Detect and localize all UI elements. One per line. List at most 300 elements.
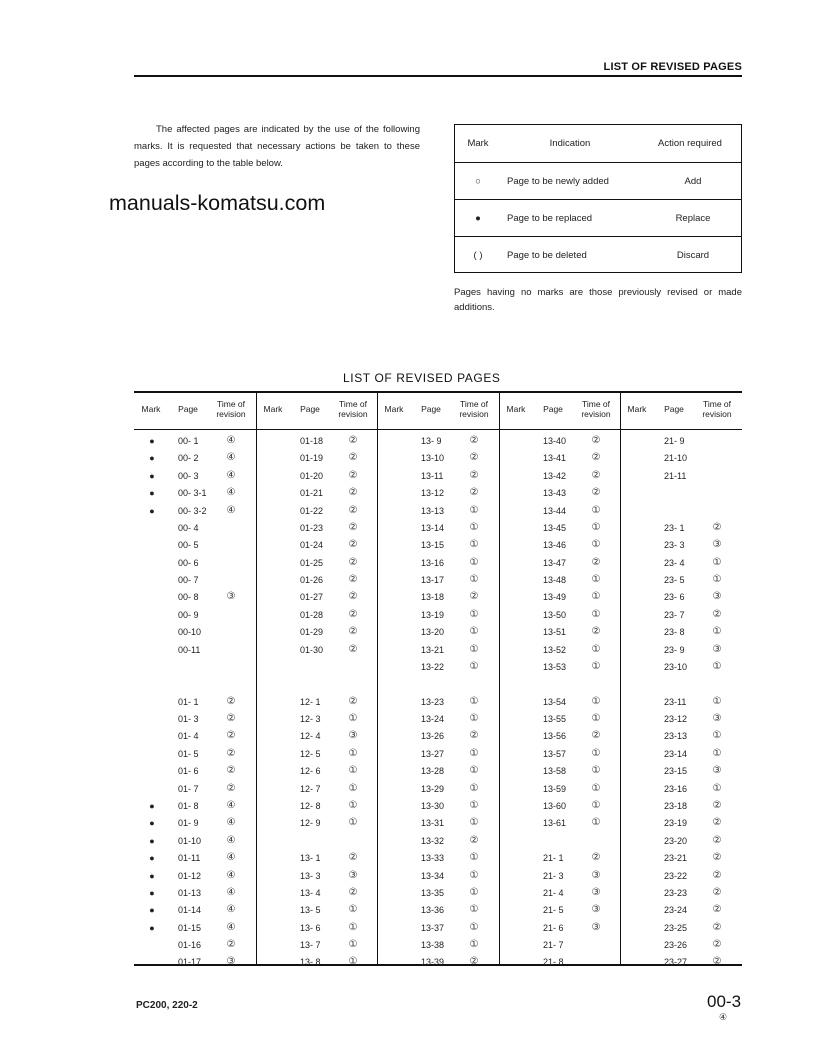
page-number: 13-17	[421, 575, 445, 585]
page-number: 01- 8	[178, 801, 199, 811]
page-number: 13-55	[543, 714, 567, 724]
page-number: 01-23	[300, 523, 324, 533]
page-number: 13-35	[421, 888, 445, 898]
revision-number: ②	[469, 470, 479, 481]
revision-number: ②	[591, 557, 601, 568]
page-number: 01- 4	[178, 731, 199, 741]
column-group-divider	[499, 392, 500, 964]
page-number: 01-28	[300, 610, 324, 620]
revision-number: ②	[591, 435, 601, 446]
revision-number: ②	[348, 574, 358, 585]
replace-mark-icon: ●	[149, 471, 155, 481]
page-number: 01-24	[300, 540, 324, 550]
revision-number: ①	[591, 748, 601, 759]
revision-number: ①	[469, 765, 479, 776]
page-number: 21- 7	[543, 940, 564, 950]
page-number: 23- 6	[664, 592, 685, 602]
header-time-of: Time of	[702, 399, 732, 409]
page-number: 13-23	[421, 697, 445, 707]
revision-number: ①	[348, 783, 358, 794]
revision-number: ②	[469, 591, 479, 602]
page-header-title: LIST OF REVISED PAGES	[603, 61, 742, 73]
revision-number: ①	[591, 644, 601, 655]
page-number: 13- 8	[300, 957, 321, 967]
page-number: 13-37	[421, 923, 445, 933]
revision-number: ②	[348, 591, 358, 602]
page-number: 13-10	[421, 453, 445, 463]
page-number: 13-12	[421, 488, 445, 498]
legend-row-discard	[455, 236, 741, 274]
page-number: 00- 5	[178, 540, 199, 550]
page-number: 01- 3	[178, 714, 199, 724]
revision-number: ①	[469, 539, 479, 550]
revision-number: ①	[712, 730, 722, 741]
revision-number: ②	[348, 626, 358, 637]
page-number: 13- 5	[300, 905, 321, 915]
page-number: 01-30	[300, 645, 324, 655]
page-number: 23-27	[664, 957, 688, 967]
replace-mark-icon: ●	[149, 506, 155, 516]
page-number: 23- 1	[664, 523, 685, 533]
revision-number: ①	[469, 522, 479, 533]
page-number: 01-11	[178, 853, 201, 863]
page-number: 13- 9	[421, 436, 442, 446]
revision-number: ①	[348, 956, 358, 967]
revision-number: ①	[348, 922, 358, 933]
revision-number: ①	[712, 626, 722, 637]
page-number: 00-10	[178, 627, 202, 637]
legend-indication: Page to be newly added	[507, 176, 609, 187]
revision-number: ②	[712, 817, 722, 828]
page-number: 13-13	[421, 506, 445, 516]
header-page: Page	[300, 404, 320, 414]
replace-mark-icon: ●	[149, 818, 155, 828]
header-time-of: Time of	[459, 399, 489, 409]
replace-mark-icon: ●	[149, 836, 155, 846]
page-number: 01-10	[178, 836, 202, 846]
table-header-rule	[134, 429, 742, 430]
revision-number: ②	[712, 956, 722, 967]
page-number: 13- 4	[300, 888, 321, 898]
page-number: 13-32	[421, 836, 445, 846]
page-number: 13-44	[543, 506, 567, 516]
revision-number: ④	[226, 870, 236, 881]
page-number: 13-52	[543, 645, 567, 655]
revision-number: ①	[469, 870, 479, 881]
revision-number: ②	[226, 713, 236, 724]
page-number: 23-23	[664, 888, 688, 898]
revision-number: ③	[591, 887, 601, 898]
revision-number: ②	[226, 939, 236, 950]
page-number: 00- 3-2	[178, 506, 207, 516]
revision-number: ①	[348, 939, 358, 950]
page-number: 01- 1	[178, 697, 199, 707]
page-number: 21- 3	[543, 871, 564, 881]
revision-number: ②	[348, 557, 358, 568]
revision-number: ③	[591, 870, 601, 881]
page-number: 23-20	[664, 836, 688, 846]
revision-number: ②	[348, 609, 358, 620]
page-number: 23- 4	[664, 558, 685, 568]
page-number: 13-34	[421, 871, 445, 881]
page-number: 13-27	[421, 749, 445, 759]
page-number: 13-60	[543, 801, 567, 811]
revision-number: ①	[348, 765, 358, 776]
page-number: 21- 6	[543, 923, 564, 933]
page-number: 23-26	[664, 940, 688, 950]
revision-number: ④	[226, 835, 236, 846]
legend-header-row	[455, 125, 741, 162]
revision-number: ①	[591, 539, 601, 550]
revision-number: ②	[469, 435, 479, 446]
page-number: 01-26	[300, 575, 324, 585]
page-number: 13-26	[421, 731, 445, 741]
revision-number: ①	[591, 783, 601, 794]
replace-mark-icon: ●	[149, 905, 155, 915]
revision-number: ③	[712, 765, 722, 776]
revision-number: ①	[469, 574, 479, 585]
header-time-of: Time of	[216, 399, 246, 409]
header-page: Page	[664, 404, 684, 414]
revision-number: ②	[712, 522, 722, 533]
parentheses-icon: ( )	[473, 250, 483, 261]
page-number: 13-36	[421, 905, 445, 915]
page-number: 01-20	[300, 471, 324, 481]
page-number: 01-21	[300, 488, 324, 498]
page-number: 13-43	[543, 488, 567, 498]
page-number: 23-19	[664, 818, 688, 828]
page-number: 13-30	[421, 801, 445, 811]
revision-number: ②	[348, 435, 358, 446]
header-revision: revision	[581, 409, 611, 419]
revision-number: ①	[469, 609, 479, 620]
revision-number: ①	[591, 817, 601, 828]
revision-number: ④	[226, 904, 236, 915]
revision-number: ②	[348, 505, 358, 516]
revision-number: ①	[712, 696, 722, 707]
revision-number: ④	[226, 452, 236, 463]
page-number: 13-39	[421, 957, 445, 967]
revision-number: ②	[469, 835, 479, 846]
page-number: 01- 9	[178, 818, 199, 828]
legend-row-add	[455, 162, 741, 200]
page-number: 21- 9	[664, 436, 685, 446]
page-number: 23-12	[664, 714, 688, 724]
page-number: 00- 2	[178, 453, 199, 463]
page-number: 13-16	[421, 558, 445, 568]
revision-number: ②	[226, 730, 236, 741]
watermark: manuals-komatsu.com	[109, 191, 326, 215]
legend-action: Add	[684, 176, 702, 187]
page-number: 01-14	[178, 905, 202, 915]
page-number: 13-56	[543, 731, 567, 741]
revision-number: ①	[469, 922, 479, 933]
page-number: 01-13	[178, 888, 202, 898]
legend-row-replace	[455, 199, 741, 237]
page-number: 12- 3	[300, 714, 321, 724]
page-number: 01-25	[300, 558, 324, 568]
page-number: 13-15	[421, 540, 445, 550]
revision-number: ④	[226, 922, 236, 933]
page-number: 00-11	[178, 645, 201, 655]
revision-number: ①	[348, 748, 358, 759]
page-number: 00- 7	[178, 575, 199, 585]
revision-number: ③	[712, 591, 722, 602]
revision-number: ②	[591, 730, 601, 741]
revision-number: ②	[712, 922, 722, 933]
replace-mark-icon: ●	[149, 453, 155, 463]
revision-number: ①	[591, 522, 601, 533]
legend-note: Pages having no marks are those previously revised or made additions.	[454, 287, 742, 313]
page-number: 01-29	[300, 627, 324, 637]
revision-number: ②	[348, 887, 358, 898]
page-number: 23-10	[664, 662, 688, 672]
footer-page-number: 00-3	[707, 992, 742, 1011]
page-number: 13-58	[543, 766, 567, 776]
revision-number: ④	[226, 800, 236, 811]
page-number: 21-11	[664, 471, 687, 481]
legend-action: Discard	[676, 250, 710, 261]
revision-number: ②	[712, 887, 722, 898]
revision-number: ①	[469, 783, 479, 794]
revision-number: ①	[469, 713, 479, 724]
revision-number: ②	[712, 800, 722, 811]
page-number: 12- 5	[300, 749, 321, 759]
page-number: 00- 3	[178, 471, 199, 481]
page-number: 23- 9	[664, 645, 685, 655]
revision-number: ②	[226, 748, 236, 759]
page-number: 13-14	[421, 523, 445, 533]
header-revision: revision	[338, 409, 368, 419]
header-revision: revision	[702, 409, 732, 419]
revision-number: ②	[591, 852, 601, 863]
page-number: 12- 9	[300, 818, 321, 828]
legend-header-action: Action required	[658, 138, 722, 149]
revision-number: ③	[591, 922, 601, 933]
revision-number: ②	[712, 870, 722, 881]
legend-indication: Page to be deleted	[507, 250, 587, 261]
page-number: 00- 8	[178, 592, 199, 602]
page-number: 23- 8	[664, 627, 685, 637]
revision-number: ①	[712, 574, 722, 585]
page-number: 12- 1	[300, 697, 321, 707]
page-number: 13- 1	[300, 853, 321, 863]
revision-number: ①	[712, 661, 722, 672]
page-number: 01- 5	[178, 749, 199, 759]
revision-number: ②	[591, 487, 601, 498]
page-number: 12- 8	[300, 801, 321, 811]
revision-number: ①	[348, 904, 358, 915]
revision-number: ②	[348, 539, 358, 550]
page-number: 13-49	[543, 592, 567, 602]
page-number: 13-51	[543, 627, 567, 637]
revision-number: ②	[226, 783, 236, 794]
revision-number: ①	[591, 696, 601, 707]
revision-number: ②	[348, 522, 358, 533]
page-number: 01-17	[178, 957, 202, 967]
page-number: 13-40	[543, 436, 567, 446]
revision-number: ②	[348, 696, 358, 707]
filled-circle-icon: ●	[475, 213, 481, 224]
page-number: 13-45	[543, 523, 567, 533]
revision-number: ①	[591, 661, 601, 672]
page-number: 23-18	[664, 801, 688, 811]
revision-number: ②	[469, 730, 479, 741]
page-number: 23-13	[664, 731, 688, 741]
revision-number: ①	[469, 852, 479, 863]
revision-number: ②	[712, 835, 722, 846]
page-number: 23-16	[664, 784, 688, 794]
revision-number: ③	[348, 870, 358, 881]
revision-number: ③	[348, 730, 358, 741]
page-number: 13-54	[543, 697, 567, 707]
page-number: 01- 7	[178, 784, 199, 794]
intro-paragraph	[134, 121, 420, 172]
replace-mark-icon: ●	[149, 871, 155, 881]
revision-number: ④	[226, 435, 236, 446]
page-number: 13-42	[543, 471, 567, 481]
revision-number: ②	[712, 939, 722, 950]
page-number: 21- 5	[543, 905, 564, 915]
revision-number: ①	[591, 609, 601, 620]
page-number: 13-21	[421, 645, 445, 655]
page-number: 01-19	[300, 453, 324, 463]
page-number: 13-33	[421, 853, 445, 863]
revision-number: ①	[469, 904, 479, 915]
page-number: 13-29	[421, 784, 445, 794]
page-number: 23-25	[664, 923, 688, 933]
revision-number: ②	[348, 852, 358, 863]
page-number: 13-57	[543, 749, 567, 759]
page-number: 13-48	[543, 575, 567, 585]
column-group-divider	[377, 392, 378, 964]
table-top-rule	[134, 391, 742, 393]
revision-number: ③	[712, 713, 722, 724]
header-mark: Mark	[263, 404, 283, 414]
revision-number: ①	[469, 748, 479, 759]
page-number: 13-38	[421, 940, 445, 950]
page-number: 23-14	[664, 749, 688, 759]
header-page: Page	[178, 404, 198, 414]
page-number: 13-28	[421, 766, 445, 776]
legend-header-indication: Indication	[549, 138, 591, 149]
header-mark: Mark	[506, 404, 526, 414]
revision-number: ③	[712, 644, 722, 655]
revision-number: ②	[348, 470, 358, 481]
page-number: 13-31	[421, 818, 445, 828]
page-number: 13-47	[543, 558, 567, 568]
page-number: 13-59	[543, 784, 567, 794]
revision-number: ②	[469, 487, 479, 498]
revision-number: ②	[348, 644, 358, 655]
page-number: 12- 7	[300, 784, 321, 794]
page-number: 01-27	[300, 592, 324, 602]
page-number: 23-22	[664, 871, 688, 881]
header-time-of: Time of	[338, 399, 368, 409]
revision-number: ①	[469, 817, 479, 828]
page-number: 13-22	[421, 662, 445, 672]
page-number: 01-15	[178, 923, 202, 933]
revision-number: ④	[226, 487, 236, 498]
page-number: 01- 6	[178, 766, 199, 776]
header-mark: Mark	[141, 404, 161, 414]
revision-number: ①	[469, 887, 479, 898]
revision-number: ③	[591, 904, 601, 915]
replace-mark-icon: ●	[149, 801, 155, 811]
page-number: 13-46	[543, 540, 567, 550]
revision-number: ②	[469, 452, 479, 463]
page-number: 13-53	[543, 662, 567, 672]
header-rule	[134, 75, 742, 77]
revision-number: ①	[348, 817, 358, 828]
open-circle-icon: ○	[475, 176, 481, 187]
mark-legend-table	[454, 124, 742, 273]
page-number: 12- 4	[300, 731, 321, 741]
page-number: 01-12	[178, 871, 202, 881]
page-number: 23-24	[664, 905, 688, 915]
revision-number: ②	[591, 452, 601, 463]
header-time-of: Time of	[581, 399, 611, 409]
page-number: 13-11	[421, 471, 444, 481]
revision-number: ②	[712, 904, 722, 915]
page-number: 01-18	[300, 436, 324, 446]
revision-number: ①	[591, 765, 601, 776]
page-number: 21- 4	[543, 888, 564, 898]
revision-number: ②	[226, 765, 236, 776]
replace-mark-icon: ●	[149, 923, 155, 933]
revision-number: ④	[226, 505, 236, 516]
revision-number: ①	[712, 557, 722, 568]
column-group-divider	[256, 392, 257, 964]
revision-number: ①	[591, 800, 601, 811]
page-number: 13-18	[421, 592, 445, 602]
header-mark: Mark	[384, 404, 404, 414]
page-number: 13-19	[421, 610, 445, 620]
revision-number: ③	[226, 956, 236, 967]
header-page: Page	[421, 404, 441, 414]
header-page: Page	[543, 404, 563, 414]
revision-number: ②	[469, 956, 479, 967]
revision-number: ①	[469, 644, 479, 655]
revision-number: ②	[712, 852, 722, 863]
revision-number: ②	[591, 626, 601, 637]
replace-mark-icon: ●	[149, 888, 155, 898]
page-number: 13- 7	[300, 940, 321, 950]
revision-number: ①	[591, 574, 601, 585]
page-number: 00- 6	[178, 558, 199, 568]
page-number: 21- 1	[543, 853, 564, 863]
legend-indication: Page to be replaced	[507, 213, 593, 224]
revision-number: ②	[348, 452, 358, 463]
page-number: 13- 6	[300, 923, 321, 933]
page-number: 00- 4	[178, 523, 199, 533]
replace-mark-icon: ●	[149, 436, 155, 446]
page-number: 23-11	[664, 697, 687, 707]
revision-number: ①	[469, 800, 479, 811]
page-number: 00- 1	[178, 436, 199, 446]
revision-number: ④	[226, 817, 236, 828]
footer-revision-mark: ④	[719, 1012, 728, 1022]
page-number: 01-22	[300, 506, 324, 516]
page-number: 23-15	[664, 766, 688, 776]
revision-number: ①	[591, 505, 601, 516]
revision-number: ③	[712, 539, 722, 550]
revision-number: ①	[591, 713, 601, 724]
column-group-divider	[620, 392, 621, 964]
page-number: 23- 3	[664, 540, 685, 550]
header-revision: revision	[216, 409, 246, 419]
page-number: 13-41	[543, 453, 567, 463]
